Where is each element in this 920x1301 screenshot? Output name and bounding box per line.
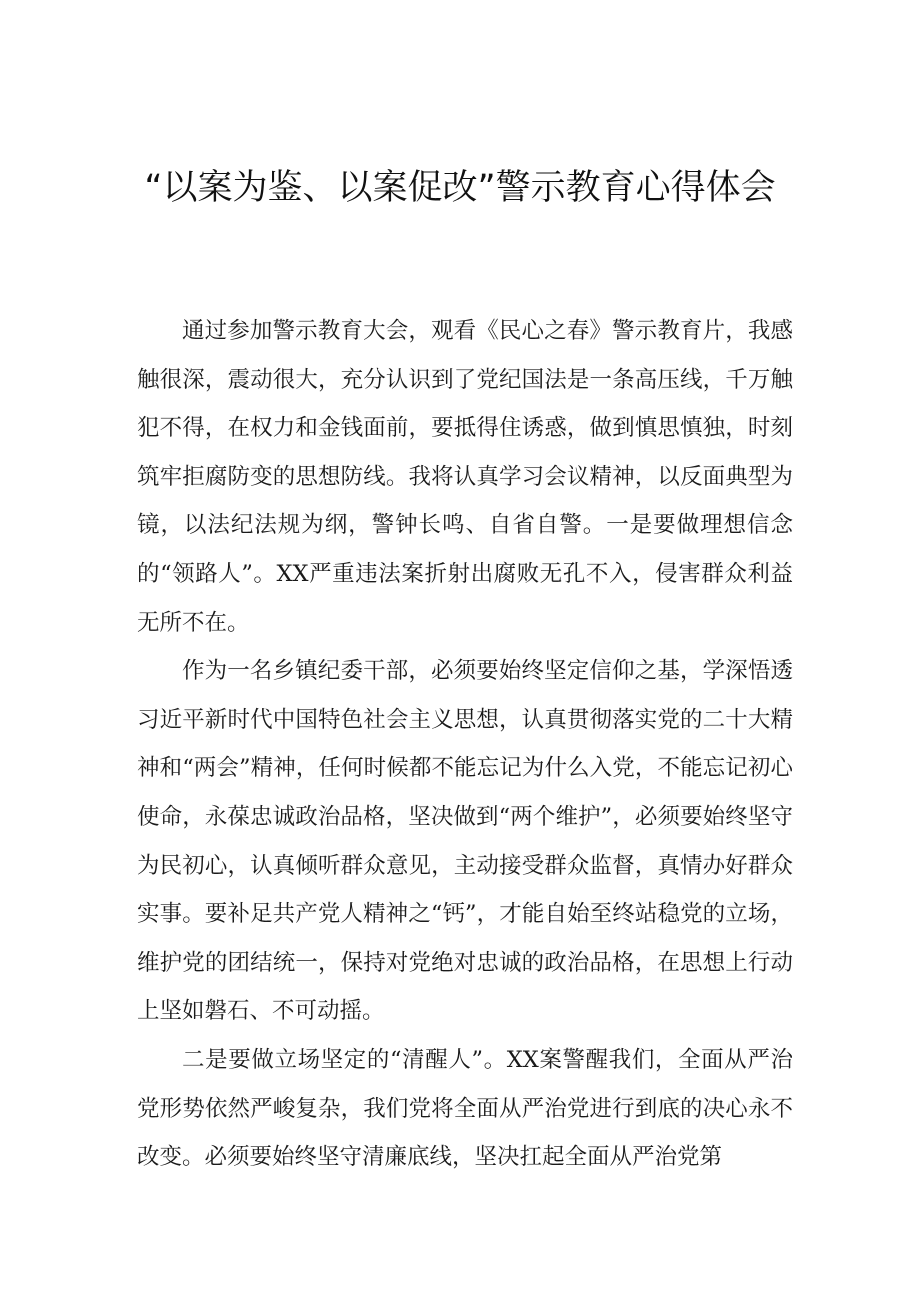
paragraph-1: 通过参加警示教育大会，观看《民心之春》警示教育片，我感触很深，震动很大，充分认识到了党纪国法是一条高压线，千万触犯不得，在权力和金钱面前，要抵得住诱惑，做到慎思慎独，时刻筑牢拒腐防变的思想防线。我将认真学习会议精神，以反面典型为镜，以法纪法规为纲，警钟长鸣、自省自警。一是要做理想信念的“领路人”。XX严重违法案折射出腐败无孔不入，侵害群众利益无所不在。: [137, 318, 793, 636]
document-body: [137, 307, 793, 1182]
document-title: “以案为鉴、以案促改”警示教育心得体会: [144, 168, 776, 208]
paragraph-2: 作为一名乡镇纪委干部，必须要始终坚定信仰之基，学深悟透习近平新时代中国特色社会主义思想，认真贯彻落实党的二十大精神和“两会”精神，任何时候都不能忘记为什么入党，不能忘记初心使命，永葆忠诚政治品格，坚决做到“两个维护”，必须要始终坚守为民初心，认真倾听群众意见，主动接受群众监督，真情办好群众实事。要补足共产党人精神之“钙”，才能自始至终站稳党的立场，维护党的团结统一，保持对党绝对忠诚的政治品格，在思想上行动上坚如磐石、不可动摇。: [137, 658, 793, 1025]
paragraph-3: 二是要做立场坚定的“清醒人”。XX案警醒我们，全面从严治党形势依然严峻复杂，我们党将全面从严治党进行到底的决心永不改变。必须要始终坚守清廉底线，坚决扛起全面从严治党第: [137, 1046, 793, 1171]
